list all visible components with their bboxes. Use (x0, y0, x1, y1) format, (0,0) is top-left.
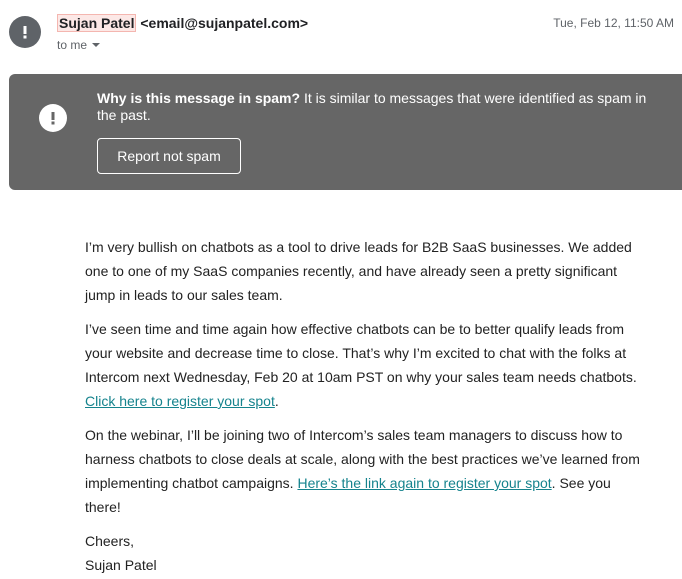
body-paragraph-2 (85, 317, 647, 413)
signature: Sujan Patel (85, 557, 157, 573)
sender-name[interactable]: Sujan Patel (59, 15, 135, 31)
alert-icon (16, 23, 34, 41)
paragraph-3-end: . See you there! (85, 475, 611, 515)
spam-question: Why is this message in spam? (97, 90, 301, 106)
register-link-again[interactable]: Here’s the link again to register your spot (297, 475, 552, 491)
report-not-spam-button[interactable]: Report not spam (97, 138, 241, 174)
paragraph-2-end: . (274, 393, 279, 409)
spam-explanation (97, 90, 657, 124)
spam-warning-banner (9, 74, 682, 190)
recipient-label: to me (57, 38, 88, 52)
register-link[interactable]: Click here to register your spot (85, 393, 275, 409)
recipient-details-toggle[interactable] (57, 36, 101, 54)
spam-reason: It is similar to messages that were identified as spam in the past. (97, 90, 647, 123)
paragraph-3-text: On the webinar, I’ll be joining two of Intercom’s sales team managers to discuss how to harness chatbots to close deals at scale, along with the best practices we’ve learned from implementing chatbot campaigns. (85, 427, 640, 491)
caret-down-icon (91, 40, 101, 50)
closing-line: Cheers, (85, 533, 135, 549)
message-body (85, 235, 647, 577)
paragraph-2-text: I’ve seen time and time again how effective chatbots can be to better qualify leads from your website and decrease time to close. That’s why I’m excited to chat with the folks at Intercom next Wednesday, Feb 20 at 10am PST on why your sales team needs chatbots. (85, 321, 637, 385)
message-date: Tue, Feb 12, 11:50 AM (553, 16, 674, 30)
sender-line (57, 13, 308, 33)
body-paragraph-3 (85, 423, 647, 519)
sender-email: <email@sujanpatel.com> (140, 15, 309, 31)
warning-icon (39, 104, 67, 132)
body-paragraph-1: I’m very bullish on chatbots as a tool to drive leads for B2B SaaS businesses. We added one to one of my SaaS companies recently, and have already seen a pretty significant jump in leads to our sales team. (85, 239, 632, 303)
sender-avatar (9, 16, 41, 48)
